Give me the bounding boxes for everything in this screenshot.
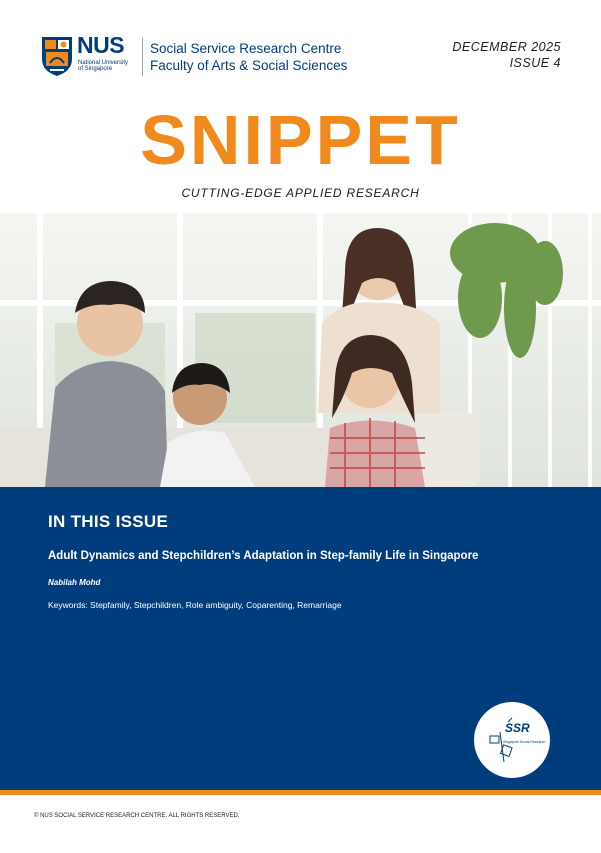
in-this-issue-heading: IN THIS ISSUE <box>48 512 169 531</box>
masthead-title: SNIPPET <box>140 101 461 179</box>
ssr-subtitle: Singapore Social Research <box>503 740 546 744</box>
centre-name: Social Service Research Centre <box>150 41 342 56</box>
nus-subtitle: of Singapore <box>78 66 113 72</box>
faculty-name: Faculty of Arts & Social Sciences <box>150 58 348 73</box>
issue-date: DECEMBER 2025 <box>452 40 561 54</box>
nus-logo <box>40 34 150 80</box>
nus-crest-icon <box>40 35 74 77</box>
article-author: Nabilah Mohd <box>48 578 101 587</box>
nus-wordmark: NUS <box>77 32 125 58</box>
footer-rule <box>0 790 601 795</box>
issue-number: ISSUE 4 <box>509 56 561 70</box>
nus-subtitle: National University <box>78 60 129 66</box>
cover-photo <box>0 213 601 487</box>
masthead-tagline: CUTTING-EDGE APPLIED RESEARCH <box>181 186 420 200</box>
article-keywords: Keywords: Stepfamily, Stepchildren, Role ambiguity, Coparenting, Remarriage <box>48 600 342 610</box>
header-divider <box>142 38 143 76</box>
article-title-link[interactable]: Adult Dynamics and Stepchildren’s Adaptation in Step-family Life in Singapore <box>48 550 479 562</box>
ssr-wordmark: SSR <box>505 721 530 735</box>
copyright-notice: © NUS SOCIAL SERVICE RESEARCH CENTRE. ALL RIGHTS RESERVED. <box>34 813 240 819</box>
